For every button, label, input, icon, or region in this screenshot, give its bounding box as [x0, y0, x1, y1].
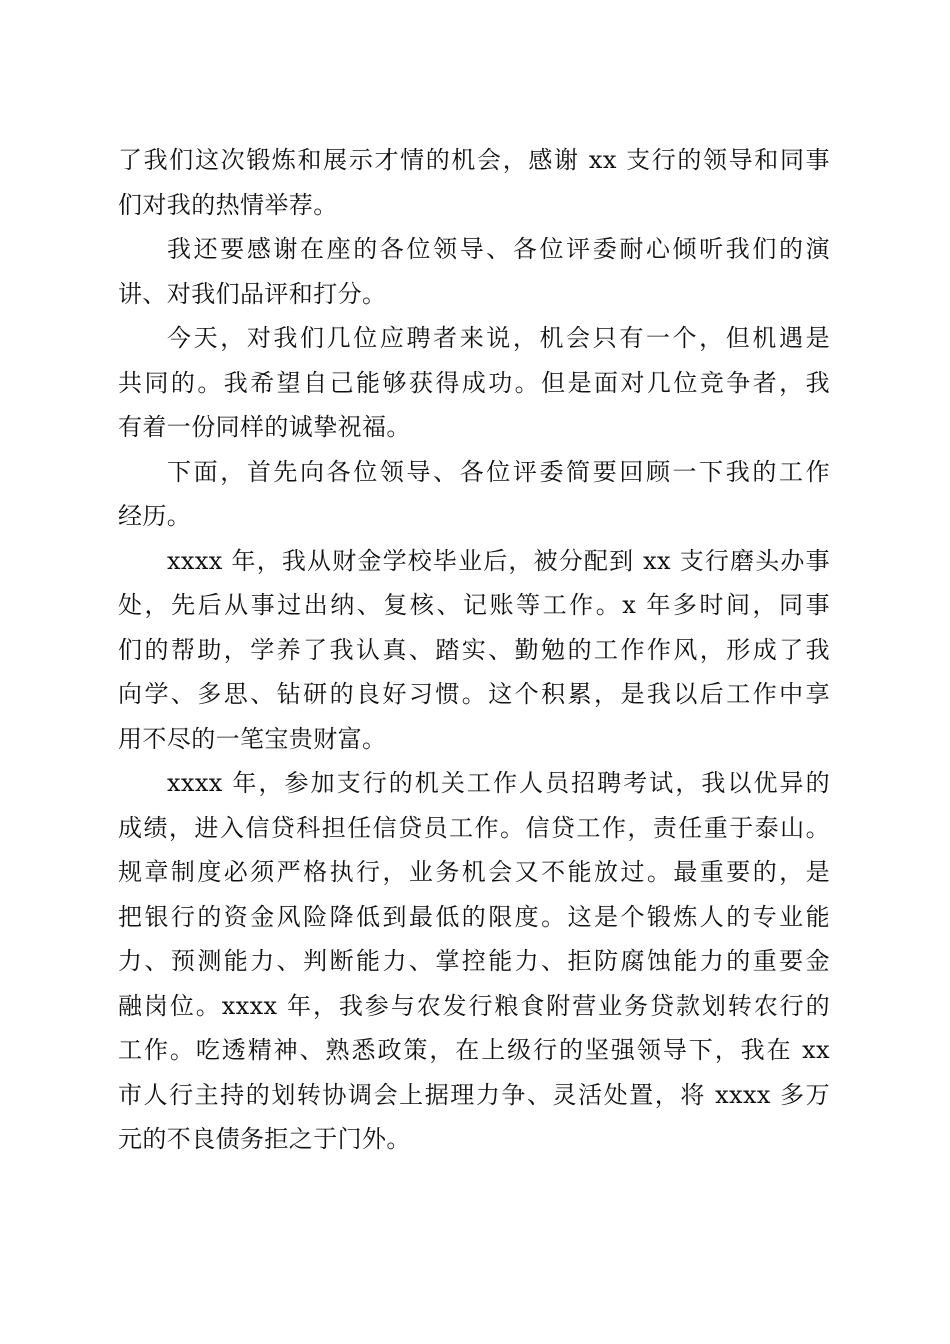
text-line: xxxx 年，我从财金学校毕业后，被分配到 xx 支行磨头办事	[167, 546, 830, 575]
text-line: 规章制度必须严格执行，业务机会又不能放过。最重要的，是	[118, 858, 830, 886]
text-line: 处，先后从事过出纳、复核、记账等工作。x 年多时间，同事	[118, 591, 830, 619]
text-line: 们对我的热情举荐。	[118, 190, 338, 219]
text-line: 融岗位。xxxx 年，我参与农发行粮食附营业务贷款划转农行的	[118, 991, 830, 1020]
text-line: 讲、对我们品评和打分。	[118, 279, 387, 308]
text-line: 用不尽的一笔宝贵财富。	[118, 724, 387, 753]
text-line: 市人行主持的划转协调会上据理力争、灵活处置，将 xxxx 多万	[118, 1080, 830, 1109]
text-line: 经历。	[118, 502, 192, 530]
text-line: 工作。吃透精神、熟悉政策，在上级行的坚强领导下，我在 xx	[118, 1036, 830, 1064]
text-line: 我还要感谢在座的各位领导、各位评委耐心倾听我们的演	[167, 235, 830, 263]
text-line: 了我们这次锻炼和展示才情的机会，感谢 xx 支行的领导和同事	[118, 146, 830, 174]
text-line: 今天，对我们几位应聘者来说，机会只有一个，但机遇是	[167, 324, 830, 352]
text-line: 向学、多思、钻研的良好习惯。这个积累，是我以后工作中享	[118, 680, 830, 708]
text-line: 下面，首先向各位领导、各位评委简要回顾一下我的工作	[167, 457, 830, 486]
document-page	[118, 138, 830, 1162]
text-line: 共同的。我希望自己能够获得成功。但是面对几位竞争者，我	[118, 368, 830, 397]
text-line: 成绩，进入信贷科担任信贷员工作。信贷工作，责任重于泰山。	[118, 813, 830, 842]
text-line: 们的帮助，学养了我认真、踏实、勤勉的工作作风，形成了我	[118, 635, 830, 664]
text-line: 把银行的资金风险降低到最低的限度。这是个锻炼人的专业能	[118, 902, 830, 931]
text-line: 力、预测能力、判断能力、掌控能力、拒防腐蚀能力的重要金	[118, 947, 830, 975]
text-line: 元的不良债务拒之于门外。	[118, 1125, 411, 1153]
text-line: xxxx 年，参加支行的机关工作人员招聘考试，我以优异的	[167, 769, 830, 797]
text-line: 有着一份同样的诚挚祝福。	[118, 413, 411, 441]
